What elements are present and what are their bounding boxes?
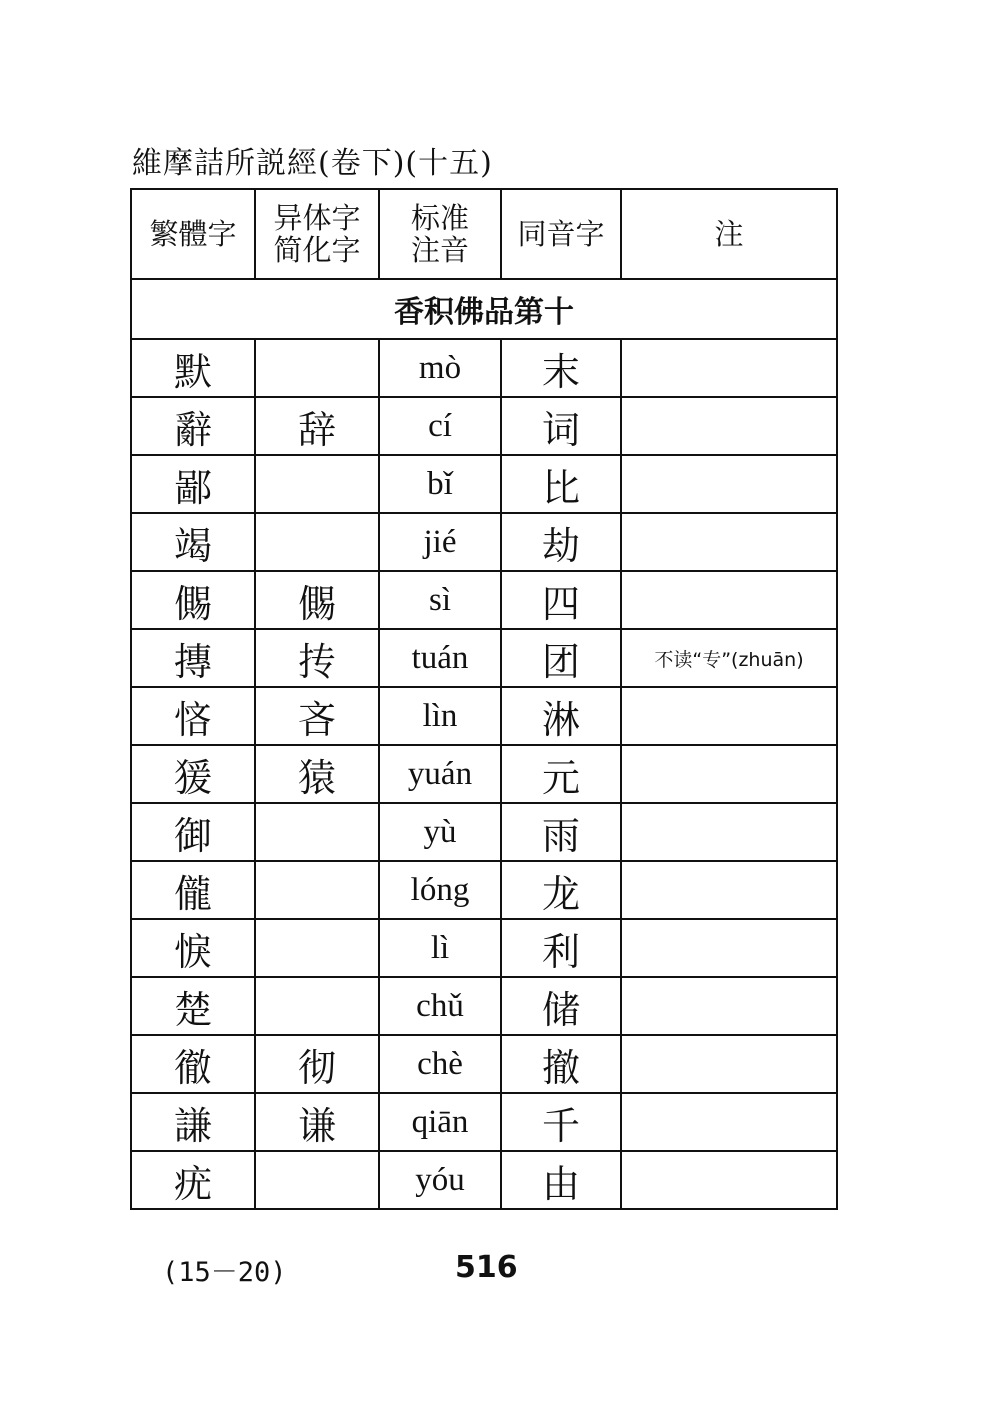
pinyin-cell: yù — [379, 803, 501, 861]
traditional-char-cell: 悷 — [131, 919, 255, 977]
traditional-char-cell: 摶 — [131, 629, 255, 687]
table-row — [131, 1035, 837, 1093]
table-row — [131, 745, 837, 803]
homophone-char-cell: 劫 — [501, 513, 621, 571]
header-homophone: 同音字 — [501, 189, 621, 279]
homophone-char-cell: 元 — [501, 745, 621, 803]
note-cell — [621, 861, 837, 919]
homophone-char-cell: 雨 — [501, 803, 621, 861]
header-pinyin — [379, 189, 501, 279]
pinyin-cell: sì — [379, 571, 501, 629]
pinyin-cell: mò — [379, 339, 501, 397]
pinyin-cell: yóu — [379, 1151, 501, 1209]
table-row — [131, 803, 837, 861]
page-code: (15－20) — [162, 1257, 287, 1288]
homophone-char-cell: 龙 — [501, 861, 621, 919]
note-cell — [621, 513, 837, 571]
traditional-char-cell: 鄙 — [131, 455, 255, 513]
traditional-char-cell: 辭 — [131, 397, 255, 455]
section-title: 香积佛品第十 — [131, 279, 837, 339]
pinyin-cell: tuán — [379, 629, 501, 687]
homophone-char-cell: 利 — [501, 919, 621, 977]
simplified-char-cell — [255, 455, 379, 513]
header-pinyin-line2: 注音 — [410, 233, 469, 267]
homophone-char-cell: 储 — [501, 977, 621, 1035]
simplified-char-cell — [255, 339, 379, 397]
header-note: 注 — [621, 189, 837, 279]
pinyin-cell: chè — [379, 1035, 501, 1093]
traditional-char-cell: 儱 — [131, 861, 255, 919]
homophone-char-cell: 由 — [501, 1151, 621, 1209]
table-row — [131, 1093, 837, 1151]
simplified-char-cell: 吝 — [255, 687, 379, 745]
pinyin-cell: yuán — [379, 745, 501, 803]
simplified-char-cell: 谦 — [255, 1093, 379, 1151]
pronunciation-table — [130, 188, 838, 1210]
note-cell — [621, 977, 837, 1035]
simplified-char-cell: 辞 — [255, 397, 379, 455]
traditional-char-cell: 謙 — [131, 1093, 255, 1151]
homophone-char-cell: 撤 — [501, 1035, 621, 1093]
traditional-char-cell: 疣 — [131, 1151, 255, 1209]
simplified-char-cell — [255, 1151, 379, 1209]
table-row — [131, 861, 837, 919]
table-row — [131, 397, 837, 455]
note-cell — [621, 1035, 837, 1093]
homophone-char-cell: 词 — [501, 397, 621, 455]
pinyin-cell: qiān — [379, 1093, 501, 1151]
table-row — [131, 339, 837, 397]
table-row — [131, 513, 837, 571]
header-traditional: 繁體字 — [131, 189, 255, 279]
table-row — [131, 629, 837, 687]
note-cell — [621, 803, 837, 861]
pinyin-cell: lóng — [379, 861, 501, 919]
note-cell: 不读“专”(zhuān) — [621, 629, 837, 687]
header-pinyin-line1: 标准 — [410, 201, 469, 235]
traditional-char-cell: 默 — [131, 339, 255, 397]
pinyin-cell: cí — [379, 397, 501, 455]
simplified-char-cell: 抟 — [255, 629, 379, 687]
traditional-char-cell: 猨 — [131, 745, 255, 803]
simplified-char-cell — [255, 919, 379, 977]
traditional-char-cell: 徹 — [131, 1035, 255, 1093]
traditional-char-cell: 儩 — [131, 571, 255, 629]
simplified-char-cell: 儩 — [255, 571, 379, 629]
homophone-char-cell: 比 — [501, 455, 621, 513]
pinyin-cell: jié — [379, 513, 501, 571]
traditional-char-cell: 竭 — [131, 513, 255, 571]
note-cell — [621, 919, 837, 977]
table-row — [131, 687, 837, 745]
simplified-char-cell — [255, 977, 379, 1035]
homophone-char-cell: 四 — [501, 571, 621, 629]
note-cell — [621, 687, 837, 745]
homophone-char-cell: 团 — [501, 629, 621, 687]
table-row — [131, 571, 837, 629]
homophone-char-cell: 千 — [501, 1093, 621, 1151]
traditional-char-cell: 御 — [131, 803, 255, 861]
traditional-char-cell: 楚 — [131, 977, 255, 1035]
header-variant — [255, 189, 379, 279]
pinyin-cell: lìn — [379, 687, 501, 745]
note-cell — [621, 339, 837, 397]
note-cell — [621, 1151, 837, 1209]
simplified-char-cell — [255, 513, 379, 571]
page-number: 516 — [455, 1250, 518, 1285]
table-row — [131, 1151, 837, 1209]
table-row — [131, 977, 837, 1035]
note-cell — [621, 455, 837, 513]
note-cell — [621, 745, 837, 803]
pinyin-cell: lì — [379, 919, 501, 977]
traditional-char-cell: 悋 — [131, 687, 255, 745]
note-cell — [621, 397, 837, 455]
homophone-char-cell: 末 — [501, 339, 621, 397]
homophone-char-cell: 淋 — [501, 687, 621, 745]
table-row — [131, 919, 837, 977]
header-row — [131, 189, 837, 279]
note-cell — [621, 571, 837, 629]
simplified-char-cell: 猿 — [255, 745, 379, 803]
simplified-char-cell: 彻 — [255, 1035, 379, 1093]
table-row — [131, 455, 837, 513]
simplified-char-cell — [255, 803, 379, 861]
pinyin-cell: bǐ — [379, 455, 501, 513]
header-variant-line2: 简化字 — [273, 233, 361, 267]
section-row — [131, 279, 837, 339]
simplified-char-cell — [255, 861, 379, 919]
pinyin-cell: chǔ — [379, 977, 501, 1035]
header-variant-line1: 异体字 — [273, 201, 361, 235]
note-cell — [621, 1093, 837, 1151]
page-title: 維摩詰所説經(卷下)(十五) — [132, 146, 493, 181]
